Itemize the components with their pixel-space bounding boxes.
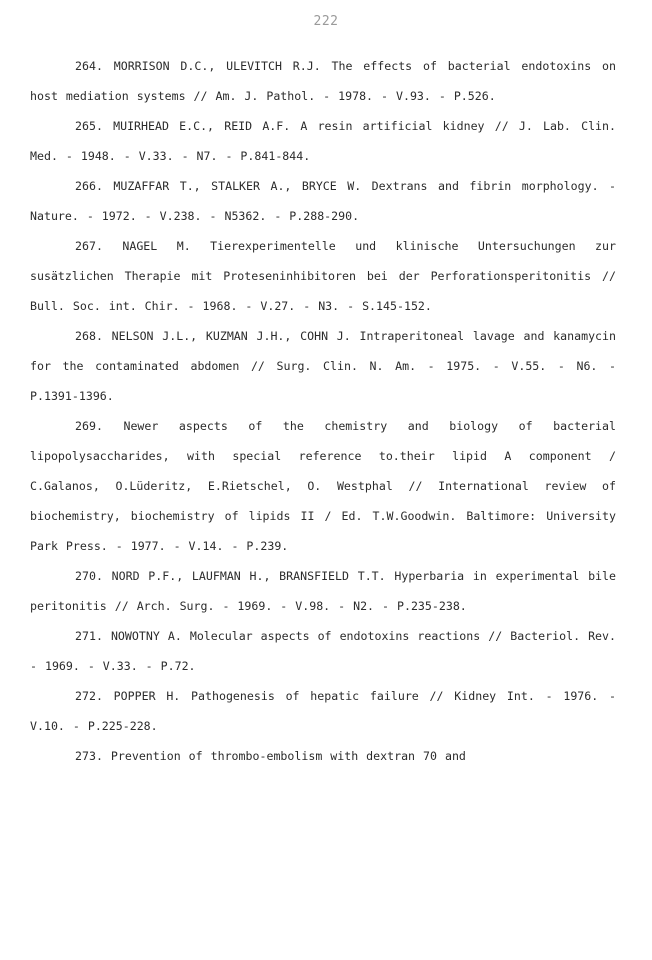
reference-entry: 268. NELSON J.L., KUZMAN J.H., COHN J. Intraperitoneal lavage and kanamycin for the contaminated abdomen // Surg. Clin. N. Am. - 1975. - V.55. - N6. - P.1391-1396.: [30, 329, 616, 403]
reference-entry: 270. NORD P.F., LAUFMAN H., BRANSFIELD T.T. Hyperbaria in experimental bile peritonitis // Arch. Surg. - 1969. - V.98. - N2. - P.235-238.: [30, 569, 616, 613]
reference-entry: 264. MORRISON D.C., ULEVITCH R.J. The effects of bacterial endotoxins on host mediation systems // Am. J. Pathol. - 1978. - V.93. - P.526.: [30, 59, 616, 103]
reference-entry: 267. NAGEL M. Tierexperimentelle und klinische Untersuchungen zur susätzlichen Therapie mit Proteseninhibitoren bei der Perforationsperitonitis // Bull. Soc. int. Chir. - 1968. - V.27. - N3. - S.145-152.: [30, 239, 616, 313]
page-number: 222: [313, 14, 339, 29]
reference-entry: 273. Prevention of thrombo-embolism with dextran 70 and: [75, 749, 466, 763]
reference-entry: 266. MUZAFFAR T., STALKER A., BRYCE W. Dextrans and fibrin morphology. - Nature. - 1972. - V.238. - N5362. - P.288-290.: [30, 179, 616, 223]
reference-entry: 271. NOWOTNY A. Molecular aspects of endotoxins reactions // Bacteriol. Rev. - 1969. - V.33. - P.72.: [30, 629, 616, 673]
reference-entry: 265. MUIRHEAD E.C., REID A.F. A resin artificial kidney // J. Lab. Clin. Med. - 1948. - V.33. - N7. - P.841-844.: [30, 119, 616, 163]
reference-entry: 272. POPPER H. Pathogenesis of hepatic failure // Kidney Int. - 1976. - V.10. - P.225-228.: [30, 689, 616, 733]
reference-list: [30, 51, 616, 771]
reference-entry: 269. Newer aspects of the chemistry and biology of bacterial lipopolysaccharides, with special reference to.their lipid A component / C.Galanos, O.Lüderitz, E.Rietschel, O. Westphal // International review of biochemistry, biochemistry of lipids II / Ed. T.W.Goodwin. Baltimore: University Park Press. - 1977. - V.14. - P.239.: [30, 419, 616, 553]
